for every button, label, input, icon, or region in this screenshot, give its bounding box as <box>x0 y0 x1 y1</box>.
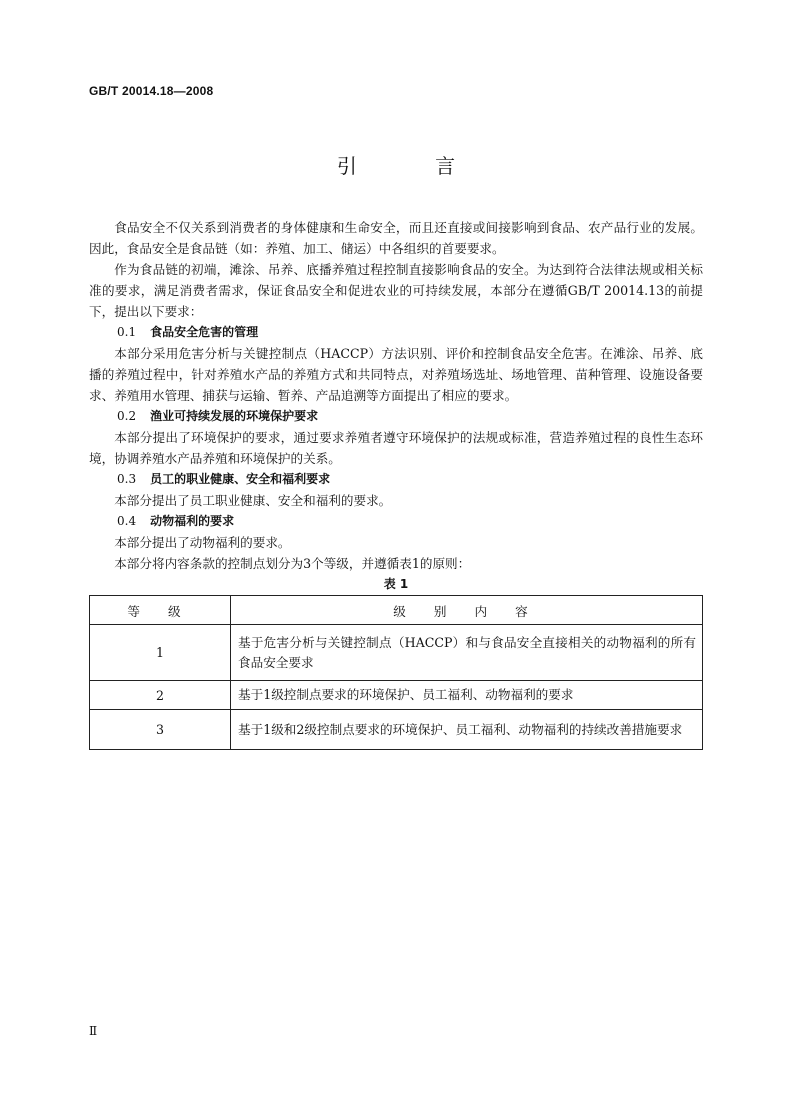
closing-paragraph: 本部分将内容条款的控制点划分为3个等级，并遵循表1的原则： <box>114 556 471 571</box>
section-text-0-4: 本部分提出了动物福利的要求。 <box>114 535 291 550</box>
header-level: 等 级 <box>90 596 231 625</box>
control-level-table <box>89 595 703 750</box>
section-title: 渔业可持续发展的环境保护要求 <box>150 409 319 423</box>
content-cell: 基于危害分析与关键控制点（HACCP）和与食品安全直接相关的动物福利的所有食品安全要求 <box>231 625 703 681</box>
table-row <box>90 625 703 681</box>
header-content: 级 别 内 容 <box>231 596 703 625</box>
document-body <box>89 217 703 750</box>
section-text-0-1: 本部分采用危害分析与关键控制点（HACCP）方法识别、评价和控制食品安全危害。在滩涂、吊养、底播的养殖过程中，针对养殖水产品的养殖方式和共同特点，对养殖场选址、场地管理、苗种管理、设施设备要求、养殖用水管理、捕获与运输、暂养、产品追溯等方面提出了相应的要求。 <box>89 346 703 403</box>
table-header-row <box>90 596 703 625</box>
table-row <box>90 681 703 710</box>
content-cell: 基于1级和2级控制点要求的环境保护、员工福利、动物福利的持续改善措施要求 <box>231 710 703 750</box>
table-caption: 表 1 <box>383 577 409 591</box>
intro-paragraph-2: 作为食品链的初端，滩涂、吊养、底播养殖过程控制直接影响食品的安全。为达到符合法律法规或相关标准的要求，满足消费者需求，保证食品安全和促进农业的可持续发展，本部分在遵循GB/T 20014.13的前提下，提出以下要求： <box>89 262 703 319</box>
section-text-0-3: 本部分提出了员工职业健康、安全和福利的要求。 <box>114 493 392 508</box>
section-text-0-2: 本部分提出了环境保护的要求，通过要求养殖者遵守环境保护的法规或标准，营造养殖过程的良性生态环境，协调养殖水产品养殖和环境保护的关系。 <box>89 430 703 466</box>
section-title: 动物福利的要求 <box>150 514 235 528</box>
section-heading-0-3 <box>89 469 703 490</box>
section-number: 0.1 <box>117 325 137 339</box>
section-heading-0-4 <box>89 511 703 532</box>
section-heading-0-1 <box>89 322 703 343</box>
standard-number-header: GB/T 20014.18—2008 <box>89 84 214 98</box>
section-title: 食品安全危害的管理 <box>150 325 259 339</box>
section-title: 员工的职业健康、安全和福利要求 <box>150 472 331 486</box>
section-number: 0.4 <box>117 514 137 528</box>
section-number: 0.2 <box>117 409 137 423</box>
level-cell: 3 <box>90 710 231 750</box>
level-cell: 1 <box>90 625 231 681</box>
intro-paragraph-1: 食品安全不仅关系到消费者的身体健康和生命安全，而且还直接或间接影响到食品、农产品行业的发展。因此，食品安全是食品链（如：养殖、加工、储运）中各组织的首要要求。 <box>89 220 703 256</box>
section-heading-0-2 <box>89 406 703 427</box>
section-number: 0.3 <box>117 472 137 486</box>
table-row <box>90 710 703 750</box>
page-number: Ⅱ <box>89 1024 98 1038</box>
content-cell: 基于1级控制点要求的环境保护、员工福利、动物福利的要求 <box>231 681 703 710</box>
page-title: 引 言 <box>336 154 492 178</box>
level-cell: 2 <box>90 681 231 710</box>
